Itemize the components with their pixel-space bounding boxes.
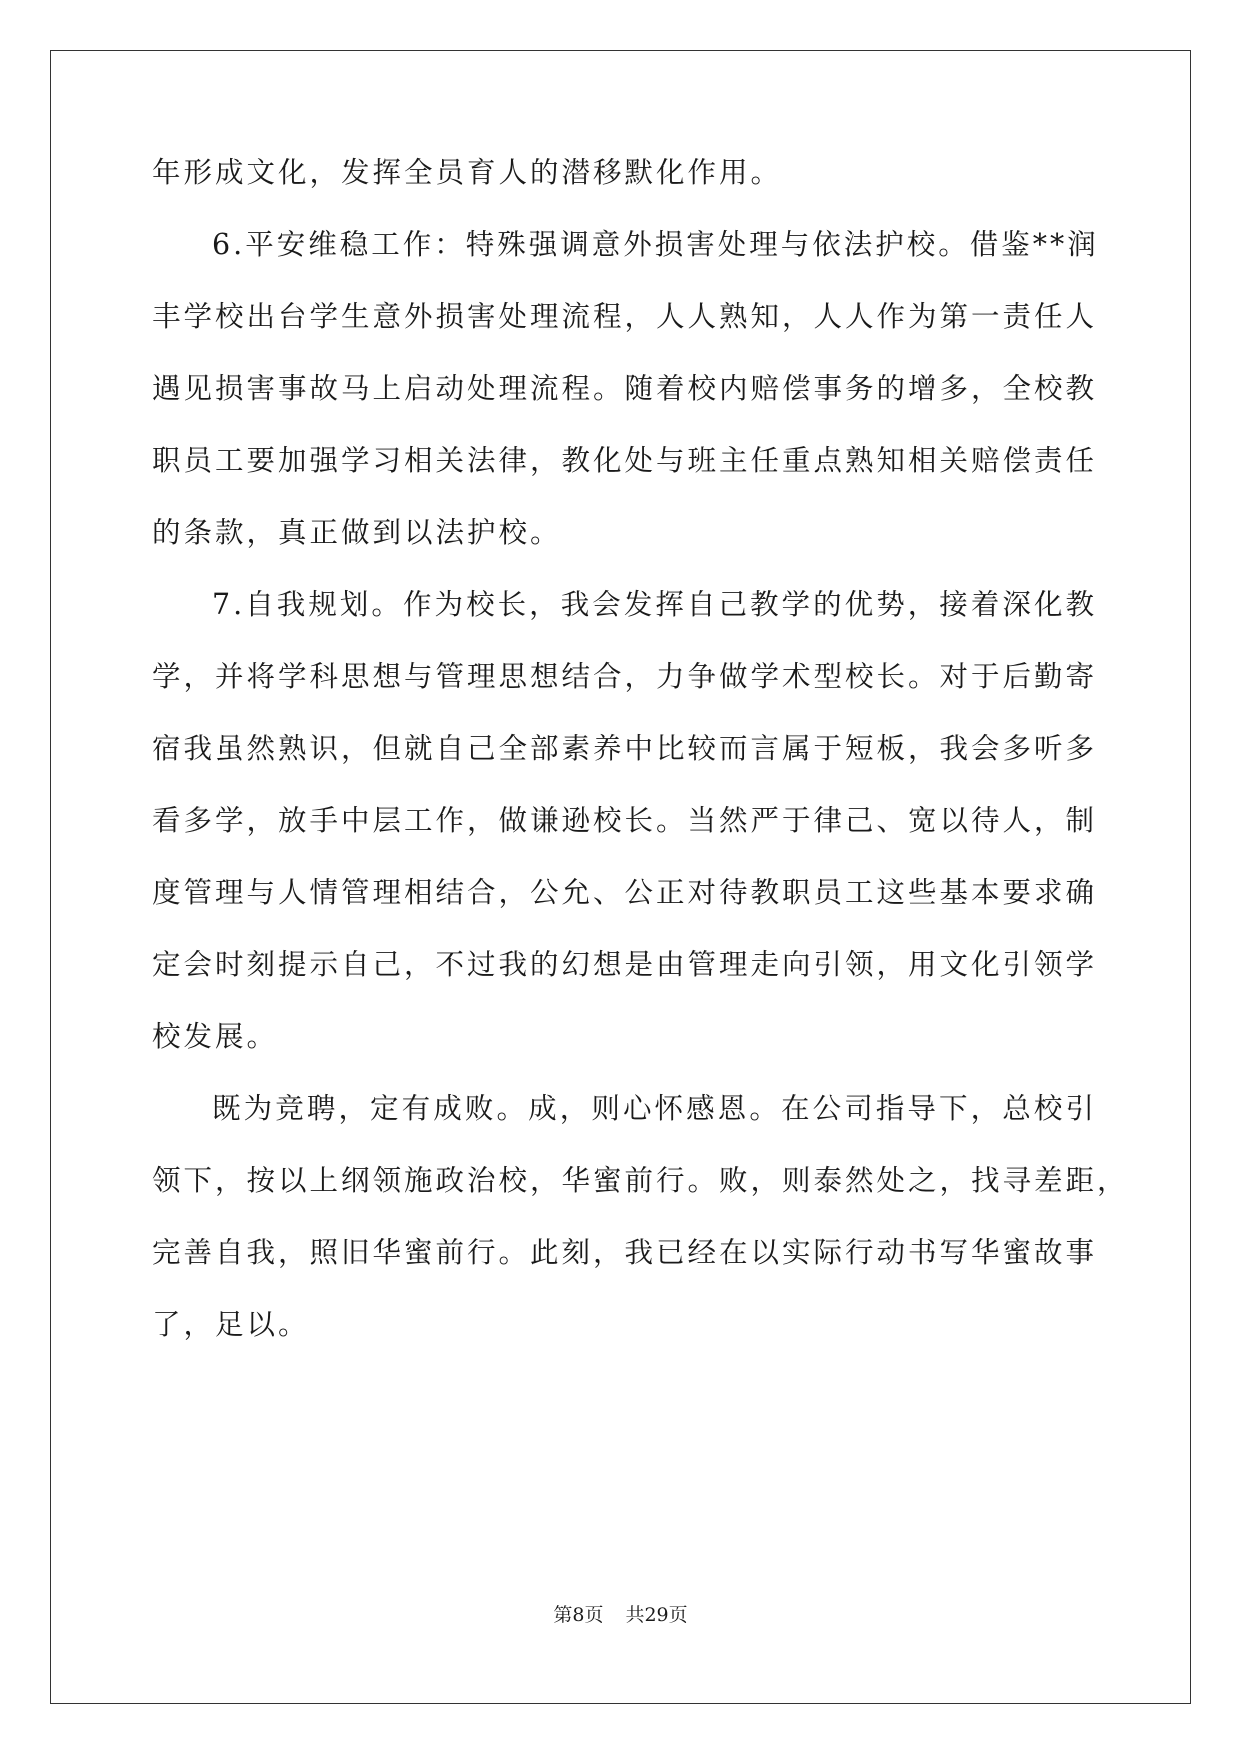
text-line: 学，并将学科思想与管理思想结合，力争做学术型校长。对于后勤寄: [152, 660, 1098, 693]
text-line: 了，足以。: [152, 1308, 310, 1341]
text-line: 年形成文化，发挥全员育人的潜移默化作用。: [152, 156, 783, 189]
text-line: 校发展。: [152, 1020, 279, 1053]
text-line: 遇见损害事故马上启动处理流程。随着校内赔偿事务的增多，全校教: [152, 372, 1098, 405]
page-number: 第8页: [553, 1604, 604, 1626]
text-line: 定会时刻提示自己，不过我的幻想是由管理走向引领，用文化引领学: [152, 948, 1098, 981]
text-line: 的条款，真正做到以法护校。: [152, 516, 562, 549]
text-line: 6.平安维稳工作：特殊强调意外损害处理与依法护校。借鉴**润: [212, 228, 1099, 261]
text-line: 丰学校出台学生意外损害处理流程，人人熟知，人人作为第一责任人: [152, 300, 1098, 333]
document-body: [152, 150, 1129, 1374]
page-total: 共29页: [625, 1604, 688, 1626]
text-line: 7.自我规划。作为校长，我会发挥自己教学的优势，接着深化教: [212, 588, 1097, 621]
page-footer: [0, 1600, 1241, 1627]
text-line: 看多学，放手中层工作，做谦逊校长。当然严于律己、宽以待人，制: [152, 804, 1098, 837]
text-line: 完善自我，照旧华蜜前行。此刻，我已经在以实际行动书写华蜜故事: [152, 1236, 1098, 1269]
text-line: 宿我虽然熟识，但就自己全部素养中比较而言属于短板，我会多听多: [152, 732, 1098, 765]
text-line: 既为竞聘，定有成败。成，则心怀感恩。在公司指导下，总校引: [212, 1092, 1097, 1125]
text-line: 职员工要加强学习相关法律，教化处与班主任重点熟知相关赔偿责任: [152, 444, 1098, 477]
text-line: 领下，按以上纲领施政治校，华蜜前行。败，则泰然处之，找寻差距，: [152, 1164, 1129, 1197]
text-line: 度管理与人情管理相结合，公允、公正对待教职员工这些基本要求确: [152, 876, 1098, 909]
